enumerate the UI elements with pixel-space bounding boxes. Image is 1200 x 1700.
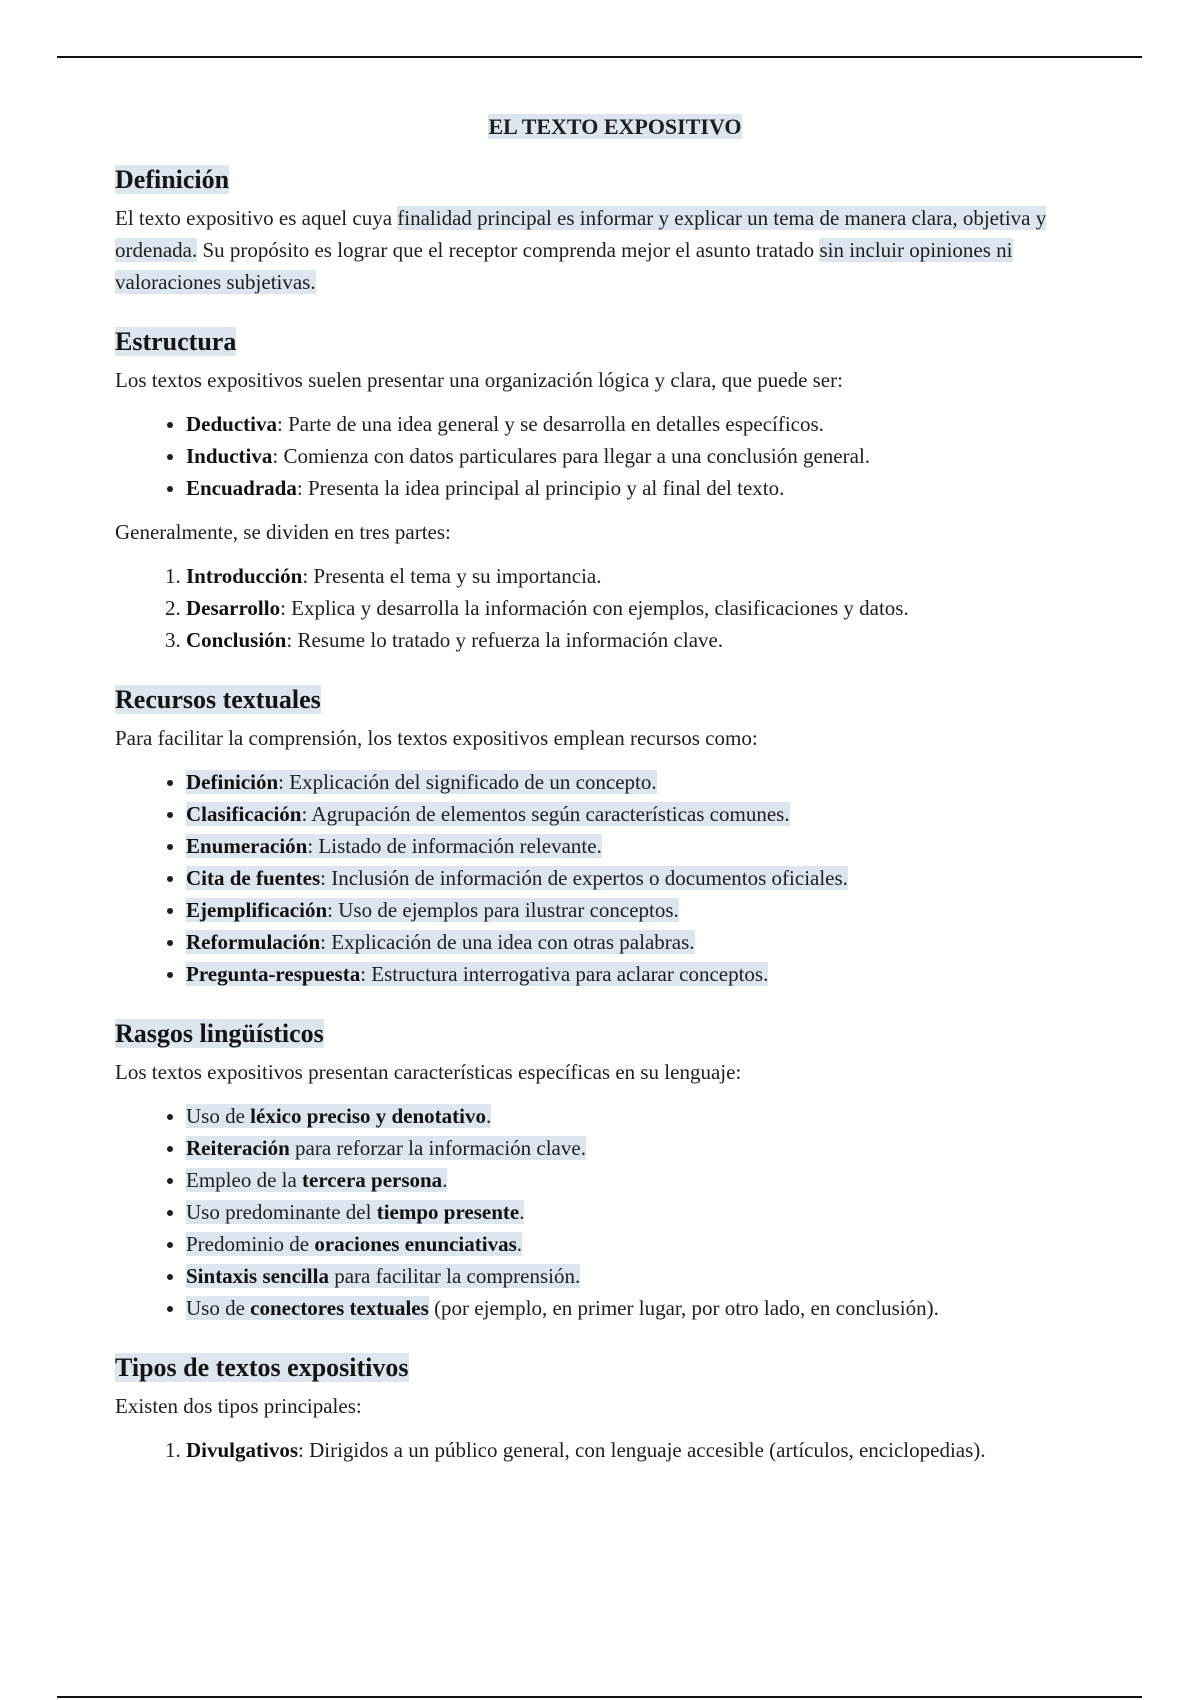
list-item: • Deductiva: Parte de una idea general y se desarrolla en detalles específicos. xyxy=(186,408,1115,440)
tipos-intro: Existen dos tipos principales: xyxy=(115,1394,362,1418)
list-item: • Uso de conectores textuales (por ejemplo, en primer lugar, por otro lado, en conclusión). xyxy=(186,1292,1115,1324)
list-item: • Predominio de oraciones enunciativas. xyxy=(186,1228,1115,1260)
list-item: • Cita de fuentes: Inclusión de información de expertos o documentos oficiales. xyxy=(186,862,1115,894)
list-item: • Ejemplificación: Uso de ejemplos para ilustrar conceptos. xyxy=(186,894,1115,926)
estructura-intro2: Generalmente, se dividen en tres partes: xyxy=(115,520,451,544)
bottom-rule xyxy=(57,1696,1142,1698)
recursos-list xyxy=(115,766,1115,990)
heading-recursos: Recursos textuales xyxy=(115,685,321,714)
list-item: 1. Divulgativos: Dirigidos a un público general, con lenguaje accesible (artículos, enciclopedias). xyxy=(186,1434,1115,1466)
list-item: • Clasificación: Agrupación de elementos según características comunes. xyxy=(186,798,1115,830)
list-item: • Inductiva: Comienza con datos particulares para llegar a una conclusión general. xyxy=(186,440,1115,472)
list-item: • Reiteración para reforzar la información clave. xyxy=(186,1132,1115,1164)
rasgos-intro: Los textos expositivos presentan características específicas en su lenguaje: xyxy=(115,1060,742,1084)
section-estructura xyxy=(115,324,1115,656)
section-tipos xyxy=(115,1350,1115,1466)
list-item: • Uso de léxico preciso y denotativo. xyxy=(186,1100,1115,1132)
heading-rasgos: Rasgos lingüísticos xyxy=(115,1019,324,1048)
heading-estructura: Estructura xyxy=(115,327,237,356)
list-item: • Empleo de la tercera persona. xyxy=(186,1164,1115,1196)
section-recursos xyxy=(115,682,1115,990)
recursos-intro: Para facilitar la comprensión, los textos expositivos emplean recursos como: xyxy=(115,726,758,750)
tipos-list xyxy=(115,1434,1115,1466)
heading-definicion: Definición xyxy=(115,165,230,194)
list-item: • Definición: Explicación del significado de un concepto. xyxy=(186,766,1115,798)
heading-tipos: Tipos de textos expositivos xyxy=(115,1353,409,1382)
section-rasgos xyxy=(115,1016,1115,1324)
top-rule xyxy=(57,56,1142,58)
estructura-parts-list xyxy=(115,560,1115,656)
list-item: • Pregunta-respuesta: Estructura interrogativa para aclarar conceptos. xyxy=(186,958,1115,990)
list-item: 2. Desarrollo: Explica y desarrolla la información con ejemplos, clasificaciones y datos. xyxy=(186,592,1115,624)
estructura-intro: Los textos expositivos suelen presentar una organización lógica y clara, que puede ser: xyxy=(115,368,843,392)
estructura-list xyxy=(115,408,1115,504)
list-item: 1. Introducción: Presenta el tema y su importancia. xyxy=(186,560,1115,592)
list-item: • Sintaxis sencilla para facilitar la comprensión. xyxy=(186,1260,1115,1292)
list-item: • Reformulación: Explicación de una idea con otras palabras. xyxy=(186,926,1115,958)
list-item: • Uso predominante del tiempo presente. xyxy=(186,1196,1115,1228)
section-definicion xyxy=(115,162,1115,298)
list-item: 3. Conclusión: Resume lo tratado y refuerza la información clave. xyxy=(186,624,1115,656)
rasgos-list xyxy=(115,1100,1115,1324)
list-item: • Enumeración: Listado de información relevante. xyxy=(186,830,1115,862)
list-item: • Encuadrada: Presenta la idea principal al principio y al final del texto. xyxy=(186,472,1115,504)
document-body xyxy=(115,110,1115,1478)
definicion-paragraph: El texto expositivo es aquel cuya finalidad principal es informar y explicar un tema de manera clara, objetiva y ordenada. Su propósito es lograr que el receptor comprenda mejor el asunto tratado sin incluir opiniones ni valoraciones subjetivas. xyxy=(115,206,1047,294)
document-title: EL TEXTO EXPOSITIVO xyxy=(488,114,742,139)
